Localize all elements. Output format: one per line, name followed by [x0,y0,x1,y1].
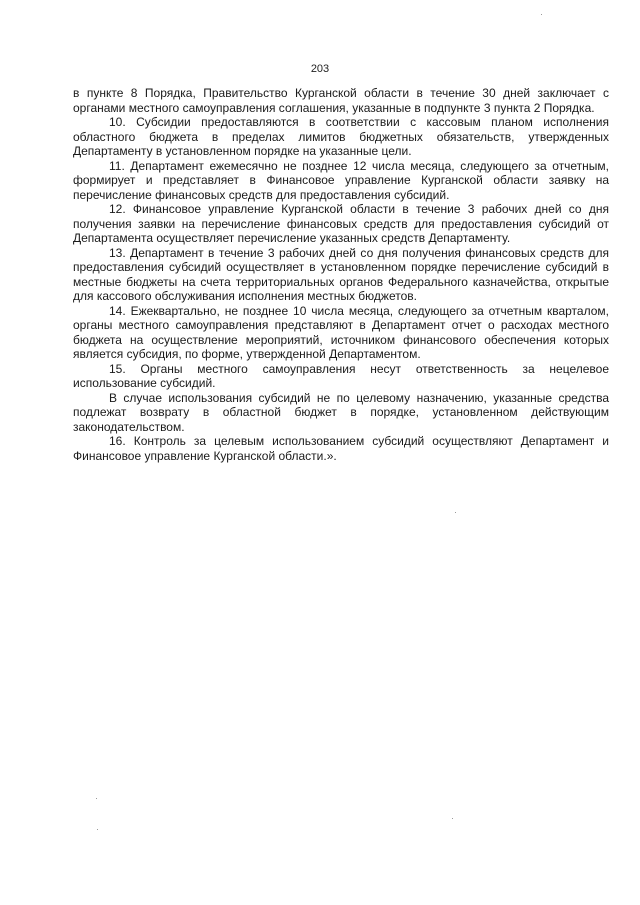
paragraph-item-11: 11. Департамент ежемесячно не позднее 12 числа месяца, следующего за отчетным, формирует и представляет в Финансовое управление Курганской области заявку на перечисление финансовых средств для предоставления субсидий. [73,158,609,202]
paragraph-item-12: 12. Финансовое управление Курганской области в течение 3 рабочих дней со дня получения заявки на перечисление финансовых средств для предоставления субсидий от Департамента осуществляет перечисление указанных средств Департаменту. [73,202,609,245]
document-body [73,86,609,463]
scan-speck [541,14,542,15]
paragraph-item-14: 14. Ежеквартально, не позднее 10 числа месяца, следующего за отчетным кварталом, органы местного самоуправления представляют в Департамент отчет о расходах местного бюджета на осуществление мероприятий, источником финансового обеспечения которых является субсидия, по форме, утвержденной Департаментом. [73,303,609,361]
paragraph-item-13: 13. Департамент в течение 3 рабочих дней со дня получения финансовых средств для предоставления субсидий осуществляет в установленном порядке перечисление субсидий в местные бюджеты на счета территориальных органов Федерального казначейства, открытые для кассового обслуживания исполнения местных бюджетов. [73,245,609,303]
paragraph-item-16: 16. Контроль за целевым использованием субсидий осуществляют Департамент и Финансовое управление Курганской области.». [73,434,609,463]
paragraph-item-15: 15. Органы местного самоуправления несут ответственность за нецелевое использование субсидий. [73,361,609,390]
paragraph-misuse-clause: В случае использования субсидий не по целевому назначению, указанные средства подлежат возврату в областной бюджет в порядке, установленном действующим законодательством. [73,390,609,434]
scan-speck [97,829,98,830]
scan-speck [452,818,453,819]
scan-speck [96,798,97,799]
scan-speck [455,512,456,513]
page-number: 203 [310,63,330,75]
paragraph-item-10: 10. Субсидии предоставляются в соответствии с кассовым планом исполнения областного бюджета в пределах лимитов бюджетных обязательств, утвержденных Департаменту в установленном порядке на указанные цели. [73,115,609,158]
paragraph-continuation: в пункте 8 Порядка, Правительство Курганской области в течение 30 дней заключает с органами местного самоуправления соглашения, указанные в подпункте 3 пункта 2 Порядка. [73,86,609,115]
